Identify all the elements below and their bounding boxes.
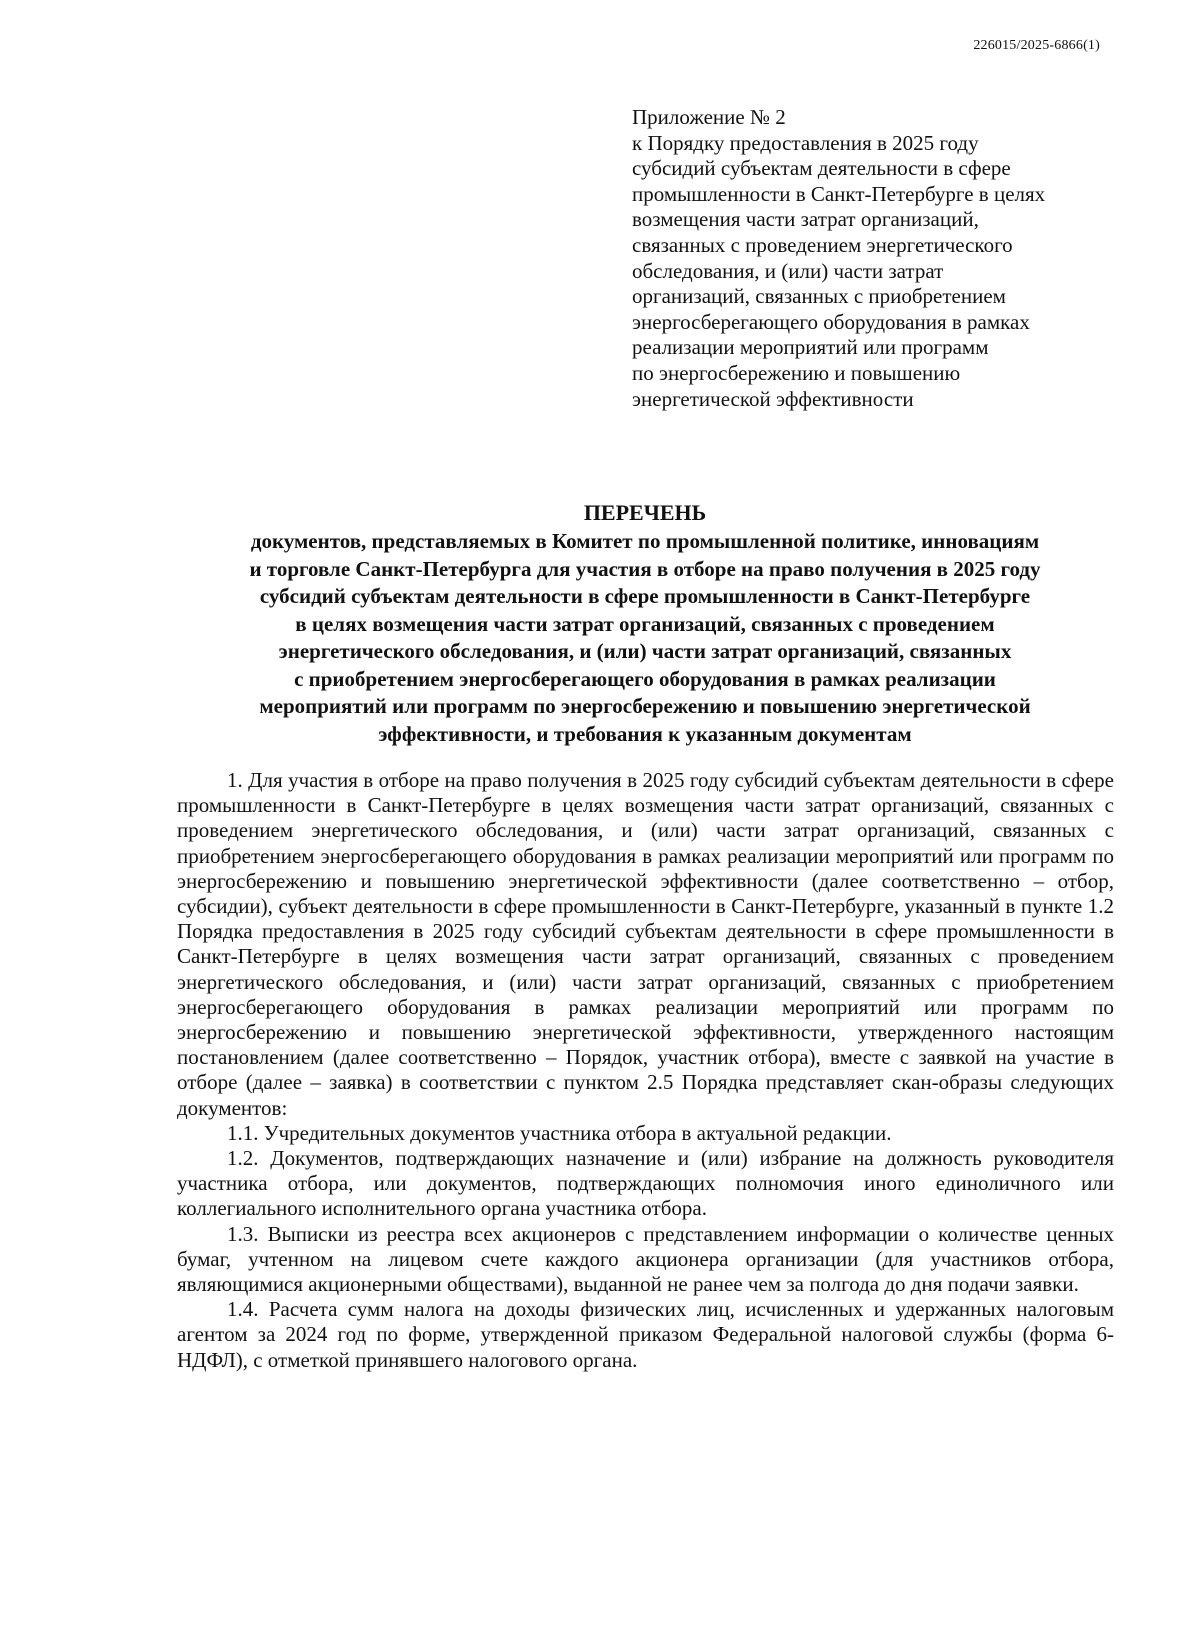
document-body [177,768,1114,1373]
appendix-line: обследования, и (или) части затрат [632,258,944,283]
paragraph-item-1: 1. Для участия в отборе на право получения в 2025 году субсидий субъектам деятельности в сфере промышленности в Санкт-Петербурге в целях возмещения части затрат организаций, связанных с проведением энергетического обследования, и (или) части затрат организаций, связанных с приобретением энергосберегающего оборудования в рамках реализации мероприятий или программ по энергосбережению и повышению энергетической эффективности (далее соответственно – отбор, субсидии), субъект деятельности в сфере промышленности в Санкт-Петербурге, указанный в пункте 1.2 Порядка предоставления в 2025 году субсидий субъектам деятельности в сфере промышленности в Санкт-Петербурге в целях возмещения части затрат организаций, связанных с проведением энергетического обследования, и (или) части затрат организаций, связанных с приобретением энергосберегающего оборудования в рамках реализации мероприятий или программ по энергосбережению и повышению энергетической эффективности, утвержденного настоящим постановлением (далее соответственно – Порядок, участник отбора), вместе с заявкой на участие в отборе (далее – заявка) в соответствии с пунктом 2.5 Порядка представляет скан-образы следующих документов: [177,768,1114,1120]
heading-subtitle-line: с приобретением энергосберегающего оборудования в рамках реализации [294,666,996,691]
appendix-line: энергосберегающего оборудования в рамках [632,309,1030,334]
paragraph-item-1-2: 1.2. Документов, подтверждающих назначение и (или) избрание на должность руководителя участника отбора, или документов, подтверждающих полномочия иного единоличного или коллегиального исполнительного органа участника отбора. [177,1146,1114,1221]
appendix-line: возмещения части затрат организаций, [632,207,979,232]
appendix-line: по энергосбережению и повышению [632,360,961,385]
appendix-line: Приложение № 2 [632,105,786,129]
heading-subtitle-line: мероприятий или программ по энергосбережению и повышению энергетической [259,694,1031,718]
heading-subtitle-line: субсидий субъектам деятельности в сфере промышленности в Санкт-Петербурге [259,584,1031,608]
appendix-header-block [632,105,1102,412]
paragraph-item-1-4: 1.4. Расчета сумм налога на доходы физических лиц, исчисленных и удержанных налоговым агентом за 2024 год по форме, утвержденной приказом Федеральной налоговой службы (форма 6-НДФЛ), с отметкой принявшего налогового органа. [177,1297,1114,1372]
document-heading [150,500,1140,748]
heading-subtitle-line: документов, представляемых в Комитет по промышленной политике, инновациям [250,529,1040,553]
appendix-line: реализации мероприятий или программ [632,335,989,360]
paragraph-item-1-1: 1.1. Учредительных документов участника отбора в актуальной редакции. [227,1120,892,1145]
appendix-line: энергетической эффективности [632,386,914,411]
appendix-line: организаций, связанных с приобретением [632,284,1006,309]
paragraph-item-1-3: 1.3. Выписки из реестра всех акционеров с представлением информации о количестве ценных бумаг, учтенном на лицевом счете каждого акционера организации (для участников отбора, являющимися акционерными обществами), выданной не ранее чем за полгода до дня подачи заявки. [177,1221,1114,1297]
document-registration-number: 226015/2025-6866(1) [973,38,1100,53]
heading-subtitle-line: энергетического обследования, и (или) части затрат организаций, связанных [278,639,1012,663]
heading-subtitle-line: в целях возмещения части затрат организаций, связанных с проведением [295,611,995,636]
heading-subtitle-line: и торговле Санкт-Петербурга для участия в отборе на право получения в 2025 году [249,556,1041,581]
appendix-line: субсидий субъектам деятельности в сфере [632,156,1011,181]
appendix-line: к Порядку предоставления в 2025 году [632,130,979,155]
appendix-line: промышленности в Санкт-Петербурге в целях [632,181,1046,206]
heading-subtitle-line: эффективности, и требования к указанным документам [378,721,912,746]
document-title: ПЕРЕЧЕНЬ [583,500,707,525]
appendix-line: связанных с проведением энергетического [632,232,1013,257]
